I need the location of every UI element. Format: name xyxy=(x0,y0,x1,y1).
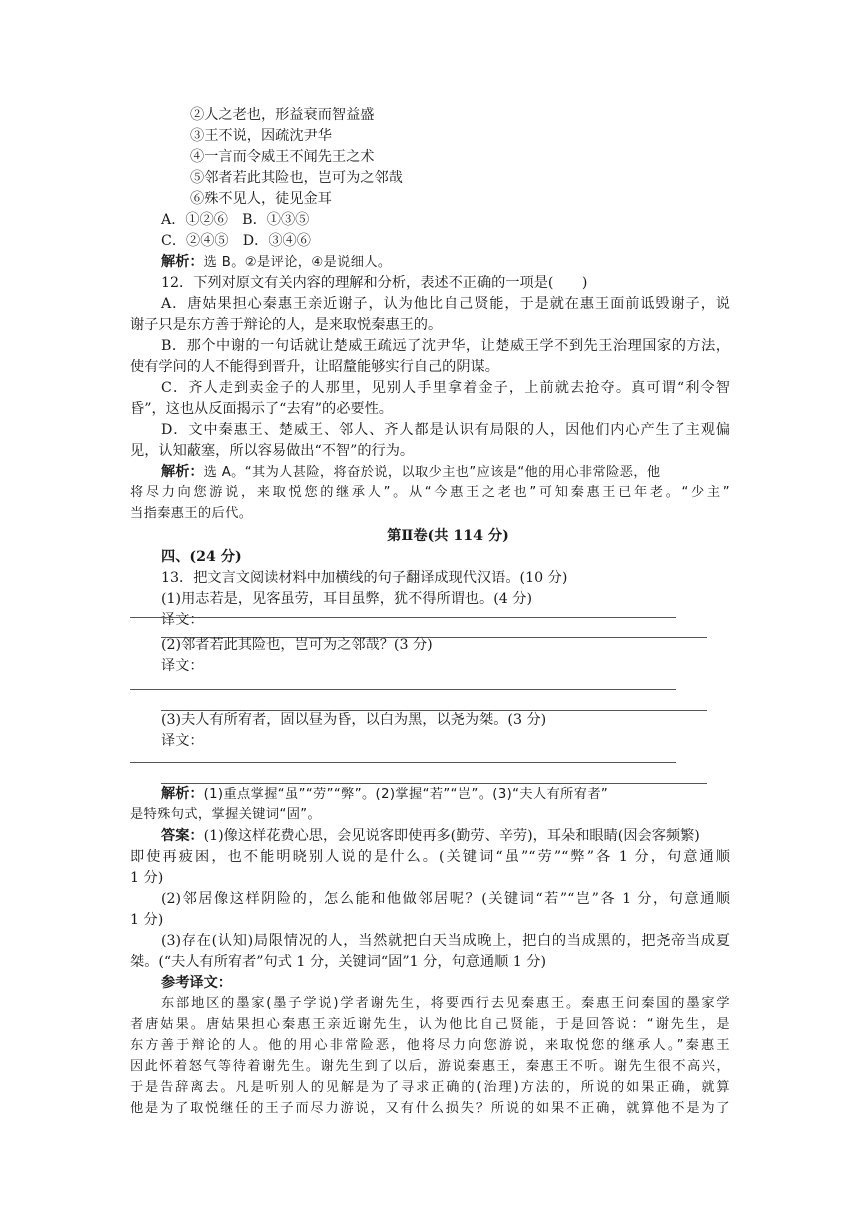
q13-sentence-3: (3)夫人有所宥者，固以昼为昏，以白为黑，以尧为桀。(3 分) xyxy=(161,712,547,728)
q12-option-d-cont: 见，认知蔽塞，所以容易做出“不智”的行为。 xyxy=(130,443,415,459)
reference-paragraph: 于是告辞离去。凡是听别人的见解是为了寻求正确的(治理)方法的，所说的如果正确，就算 xyxy=(130,1080,730,1095)
reference-paragraph: 者唐姑果。唐姑果担心秦惠王亲近谢先生，认为他比自己贤能，于是回答说：“谢先生，是 xyxy=(130,1017,730,1032)
answer-line xyxy=(130,617,676,618)
analysis-label: 解析： xyxy=(161,786,204,802)
option-item: ⑥殊不见人，徒见金耳 xyxy=(190,191,332,207)
q13-sentence-1: (1)用志若是，见客虽劳，耳目虽弊，犹不得所谓也。(4 分) xyxy=(161,591,533,607)
question-13-stem: 13．把文言文阅读材料中加横线的句子翻译成现代汉语。(10 分) xyxy=(161,570,568,586)
reference-label: 参考译文： xyxy=(161,975,232,991)
reference-paragraph: 东方善于辩论的人。他的用心非常险恶，他将尽力向您游说，来取悦您的继承人。”秦惠王 xyxy=(130,1038,730,1053)
choices-row: C．②④⑤ D．③④⑥ xyxy=(161,233,311,249)
q12-option-a: A．唐姑果担心秦惠王亲近谢子，认为他比自己贤能，于是就在惠王面前诋毁谢子，说 xyxy=(161,296,730,312)
translation-label: 译文： xyxy=(161,658,204,674)
q13-sentence-2: (2)邻者若此其险也，岂可为之邻哉？(3 分) xyxy=(161,637,433,653)
translation-label: 译文： xyxy=(161,612,204,628)
q13-analysis-cont: 是特殊句式，掌握关键词“固”。 xyxy=(130,807,322,822)
q12-option-d: D．文中秦惠王、楚威王、邻人、齐人都是认识有局限的人，因他们内心产生了主观偏 xyxy=(161,422,730,438)
answer-3: (3)存在(认知)局限情况的人，当然就把白天当成晚上，把白的当成黑的，把尧帝当成夏 xyxy=(161,933,730,949)
question-12-stem: 12．下列对原文有关内容的理解和分析，表述不正确的一项是( ) xyxy=(161,275,588,291)
answer-line xyxy=(130,689,676,690)
q12-analysis xyxy=(161,462,730,483)
q12-option-b-cont: 使有学问的人不能得到晋升，让昭釐能够实行自己的阴谋。 xyxy=(130,359,499,375)
answer-3-cont: 桀。(“夫人有所宥者”句式 1 分，关键词“固”1 分，句意通顺 1 分) xyxy=(130,954,547,970)
option-item: ⑤邻者若此其险也，岂可为之邻哉 xyxy=(190,170,403,186)
q12-analysis-cont: 当指秦惠王的后代。 xyxy=(130,506,253,521)
q12-option-a-cont: 谢子只是东方善于辩论的人，是来取悦秦惠王的。 xyxy=(130,317,443,333)
analysis-text: 选 A。“其为人甚险，将奋於说，以取少主也”应该是“他的用心非常险恶，他 xyxy=(203,465,661,480)
volume-title: 第Ⅱ卷(共 114 分) xyxy=(387,528,509,544)
reference-paragraph: 东部地区的墨家(墨子学说)学者谢先生，将要西行去见秦惠王。秦惠王问秦国的墨家学 xyxy=(161,996,730,1011)
q13-analysis xyxy=(161,784,730,805)
q12-analysis-cont: 将尽力向您游说，来取悦您的继承人”。从“今惠王之老也”可知秦惠王已年老。“少主” xyxy=(130,485,730,500)
analysis-label: 解析： xyxy=(161,464,204,480)
reference-paragraph: 他是为了取悦继任的王子而尽力游说，又有什么损失？所说的如果不正确，就算他不是为了 xyxy=(130,1101,730,1116)
q11-analysis xyxy=(161,252,392,273)
choices-row: A．①②⑥ B．①③⑤ xyxy=(161,212,310,228)
answer-2: (2)邻居像这样阴险的，怎么能和他做邻居呢？(关键词“若”“岂”各 1 分，句意通顺 xyxy=(161,891,730,907)
answer-1 xyxy=(161,826,730,846)
answer-text: (1)像这样花费心思，会见说客即使再多(勤劳、辛劳)，耳朵和眼睛(因会客频繁) xyxy=(203,828,700,844)
analysis-label: 解析： xyxy=(161,254,204,270)
reference-paragraph: 因此怀着怒气等待着谢先生。谢先生到了以后，游说秦惠王，秦惠王不听。谢先生很不高兴， xyxy=(130,1059,730,1074)
answer-label: 答案： xyxy=(161,828,204,844)
answer-line xyxy=(130,762,676,763)
analysis-text: (1)重点掌握“虽”“劳”“弊”。(2)掌握“若”“岂”。(3)“夫人有所宥者” xyxy=(203,787,609,802)
option-item: ④一言而令威王不闻先王之术 xyxy=(190,149,375,165)
section-heading: 四、(24 分) xyxy=(161,549,242,565)
q12-option-b: B．那个中谢的一句话就让楚威王疏远了沈尹华，让楚威王学不到先王治理国家的方法， xyxy=(161,338,730,354)
option-item: ③王不说，因疏沈尹华 xyxy=(190,128,332,144)
answer-1-cont: 即使再疲困，也不能明晓别人说的是什么。(关键词“虽”“劳”“弊”各 1 分，句意通顺 xyxy=(130,849,730,865)
option-item: ②人之老也，形益衰而智益盛 xyxy=(190,107,375,123)
answer-1-cont: 1 分) xyxy=(130,870,164,886)
q12-option-c: C．齐人走到卖金子的人那里，见别人手里拿着金子，上前就去抢夺。真可谓“利令智 xyxy=(161,380,730,396)
answer-2-cont: 1 分) xyxy=(130,912,164,928)
translation-label: 译文： xyxy=(161,733,204,749)
analysis-text: 选 B。②是评论，④是说细人。 xyxy=(203,255,392,270)
q12-option-c-cont: 昏”，这也从反面揭示了“去宥”的必要性。 xyxy=(130,401,393,417)
